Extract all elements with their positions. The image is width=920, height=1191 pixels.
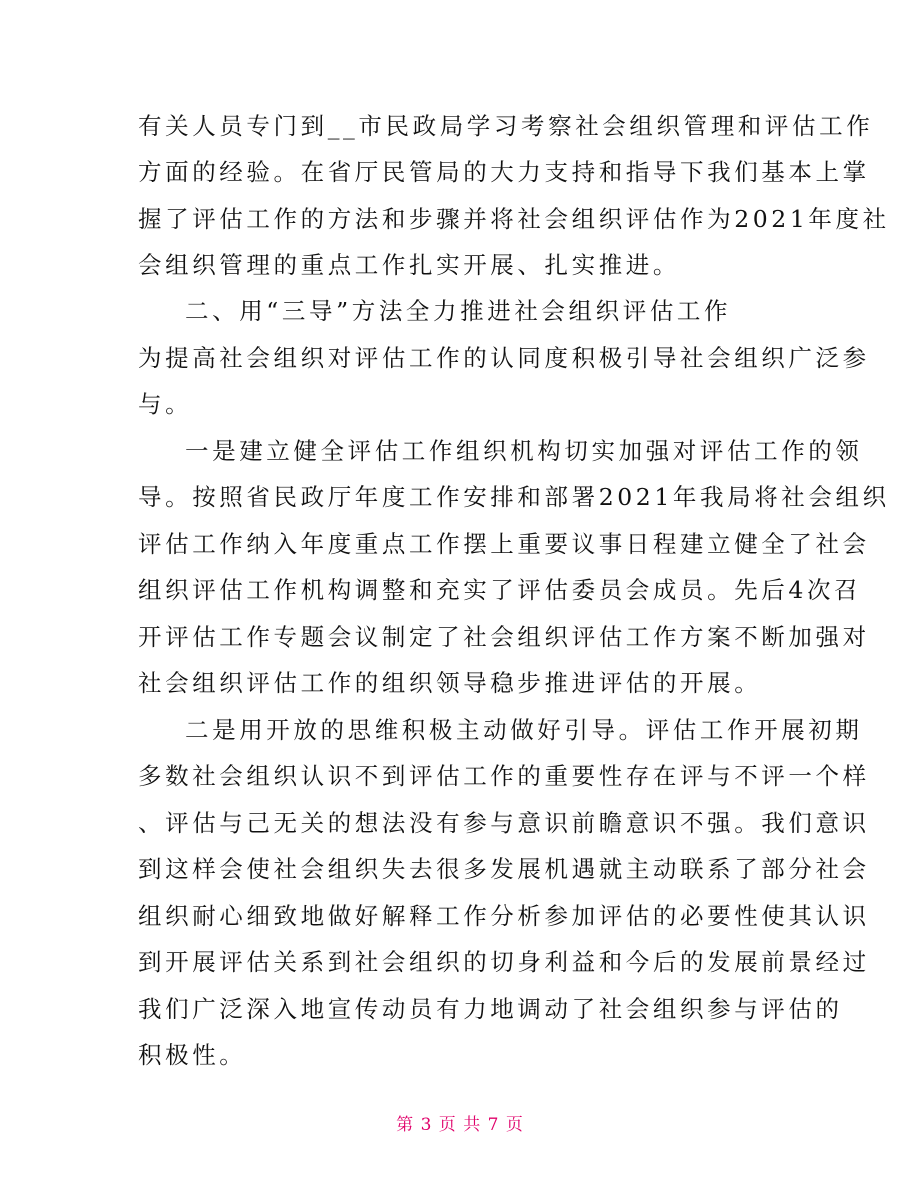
body-line-6: 为提高社会组织对评估工作的认同度积极引导社会组织广泛参 bbox=[138, 344, 870, 372]
section-heading: 二、用“三导”方法全力推进社会组织评估工作 bbox=[185, 297, 732, 325]
body-line-7: 与。 bbox=[138, 390, 193, 418]
body-line-8: 一是建立健全评估工作组织机构切实加强对评估工作的领 bbox=[185, 437, 863, 465]
body-line-12: 开评估工作专题会议制定了社会组织评估工作方案不断加强对 bbox=[138, 623, 870, 651]
body-line-21: 积极性。 bbox=[138, 1041, 247, 1069]
body-line-19: 到开展评估关系到社会组织的切身利益和今后的发展前景经过 bbox=[138, 948, 870, 976]
body-line-4: 会组织管理的重点工作扎实开展、扎实推进。 bbox=[138, 251, 680, 279]
body-line-20: 我们广泛深入地宣传动员有力地调动了社会组织参与评估的 bbox=[138, 995, 843, 1023]
body-line-16: 、评估与己无关的想法没有参与意识前瞻意识不强。我们意识 bbox=[138, 809, 870, 837]
body-line-17: 到这样会使社会组织失去很多发展机遇就主动联系了部分社会 bbox=[138, 855, 870, 883]
body-line-2: 方面的经验。在省厅民管局的大力支持和指导下我们基本上掌 bbox=[138, 158, 870, 186]
body-line-1: 有关人员专门到__市民政局学习考察社会组织管理和评估工作 bbox=[138, 112, 874, 140]
body-line-9: 导。按照省民政厅年度工作安排和部署2021年我局将社会组织 bbox=[138, 483, 890, 511]
body-line-18: 组织耐心细致地做好解释工作分析参加评估的必要性使其认识 bbox=[138, 902, 870, 930]
body-line-3: 握了评估工作的方法和步骤并将社会组织评估作为2021年度社 bbox=[138, 205, 890, 233]
body-line-15: 多数社会组织认识不到评估工作的重要性存在评与不评一个样 bbox=[138, 762, 870, 790]
page-number-footer: 第 3 页 共 7 页 bbox=[396, 1115, 524, 1135]
body-line-10: 评估工作纳入年度重点工作摆上重要议事日程建立健全了社会 bbox=[138, 530, 870, 558]
body-line-11: 组织评估工作机构调整和充实了评估委员会成员。先后4次召 bbox=[138, 576, 862, 604]
body-line-13: 社会组织评估工作的组织领导稳步推进评估的开展。 bbox=[138, 669, 762, 697]
body-line-14: 二是用开放的思维积极主动做好引导。评估工作开展初期 bbox=[185, 716, 863, 744]
